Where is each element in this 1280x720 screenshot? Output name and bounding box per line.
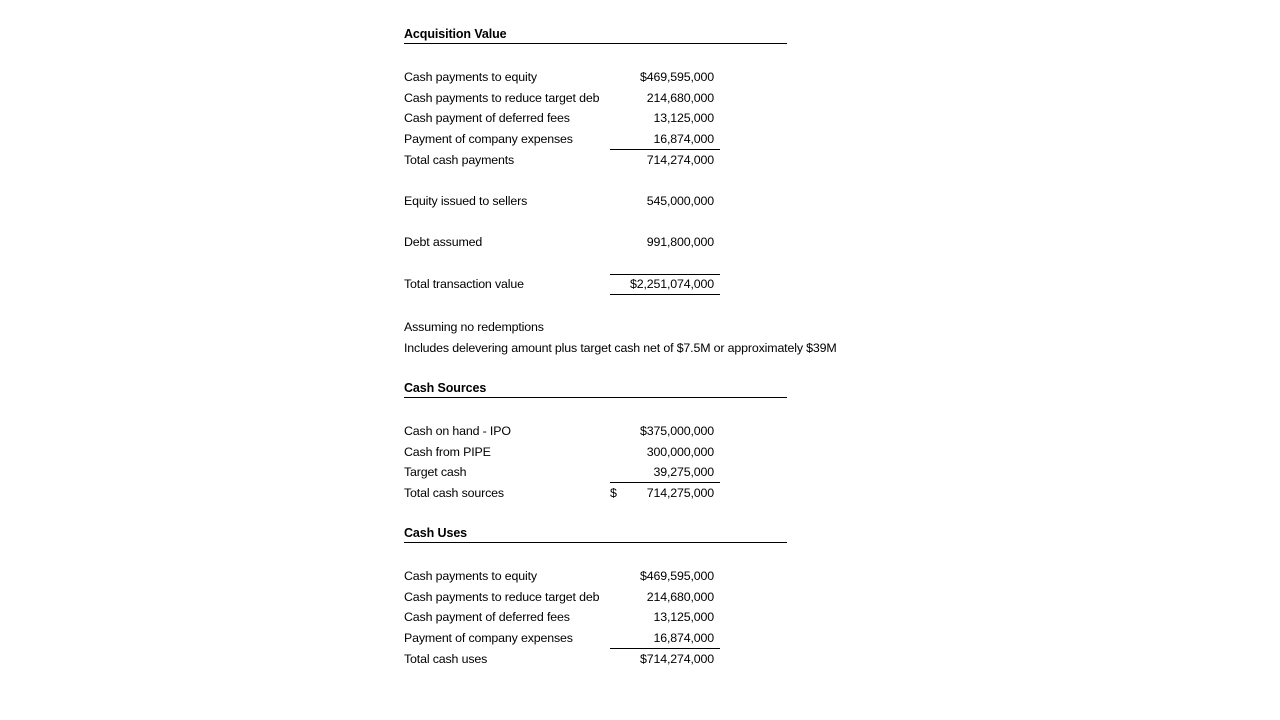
row-label: Total cash payments — [404, 152, 515, 167]
row-currency-symbol: $ — [610, 486, 617, 500]
row-amount: $2,251,074,000 — [629, 277, 714, 291]
row-label: Cash payments to reduce target deb — [404, 589, 600, 604]
table-row — [404, 108, 874, 128]
row-amount: 545,000,000 — [646, 194, 714, 208]
row-label: Debt assumed — [404, 235, 483, 249]
table-row — [404, 232, 874, 252]
table-row — [404, 607, 874, 627]
row-amount: 13,125,000 — [653, 610, 714, 624]
table-row — [404, 462, 874, 482]
row-amount: $375,000,000 — [640, 424, 714, 438]
section-header-acquisition-value: Acquisition Value — [404, 27, 787, 44]
row-amount: 714,275,000 — [646, 486, 714, 500]
section-header-cash-uses: Cash Uses — [404, 526, 787, 543]
table-row-subtotal — [404, 150, 874, 170]
row-label: Cash payments to equity — [404, 70, 537, 84]
row-label: Target cash — [404, 465, 467, 479]
row-amount: 714,274,000 — [646, 152, 714, 167]
table-row — [404, 628, 874, 648]
table-row-total — [404, 274, 874, 294]
row-label: Cash payment of deferred fees — [404, 111, 570, 125]
row-label: Equity issued to sellers — [404, 194, 528, 208]
footnote-delevering-amount: Includes delevering amount plus target cash net of $7.5M or approximately $39M — [404, 341, 837, 355]
table-row — [404, 566, 874, 586]
section-header-cash-sources: Cash Sources — [404, 381, 787, 398]
row-label: Total cash sources — [404, 486, 504, 500]
financial-statement — [404, 0, 1280, 720]
table-row — [404, 191, 874, 211]
row-amount: 16,874,000 — [653, 631, 714, 645]
row-amount: $469,595,000 — [640, 70, 714, 84]
table-row-subtotal — [404, 649, 874, 669]
row-label: Cash payments to equity — [404, 569, 537, 583]
row-label: Total cash uses — [404, 652, 488, 666]
row-amount: $469,595,000 — [640, 569, 714, 583]
row-amount: 39,275,000 — [653, 465, 714, 479]
table-row — [404, 129, 874, 149]
row-amount: 214,680,000 — [646, 589, 714, 604]
table-row — [404, 421, 874, 441]
row-label: Cash on hand - IPO — [404, 424, 511, 438]
row-label: Payment of company expenses — [404, 631, 573, 645]
row-amount: 13,125,000 — [653, 111, 714, 125]
table-row-subtotal — [404, 483, 874, 503]
table-row — [404, 442, 874, 462]
row-label: Total transaction value — [404, 277, 524, 291]
row-amount: 300,000,000 — [646, 444, 714, 459]
row-amount: 16,874,000 — [653, 131, 714, 146]
table-row — [404, 67, 874, 87]
footnote-assuming-no-redemptions: Assuming no redemptions — [404, 320, 544, 334]
row-label: Cash payments to reduce target deb — [404, 90, 600, 105]
row-amount: $714,274,000 — [640, 652, 714, 666]
row-amount: 214,680,000 — [646, 90, 714, 105]
row-label: Payment of company expenses — [404, 131, 573, 146]
table-row — [404, 88, 874, 108]
row-label: Cash from PIPE — [404, 444, 491, 459]
row-amount: 991,800,000 — [646, 235, 714, 249]
row-label: Cash payment of deferred fees — [404, 610, 570, 624]
table-row — [404, 587, 874, 607]
